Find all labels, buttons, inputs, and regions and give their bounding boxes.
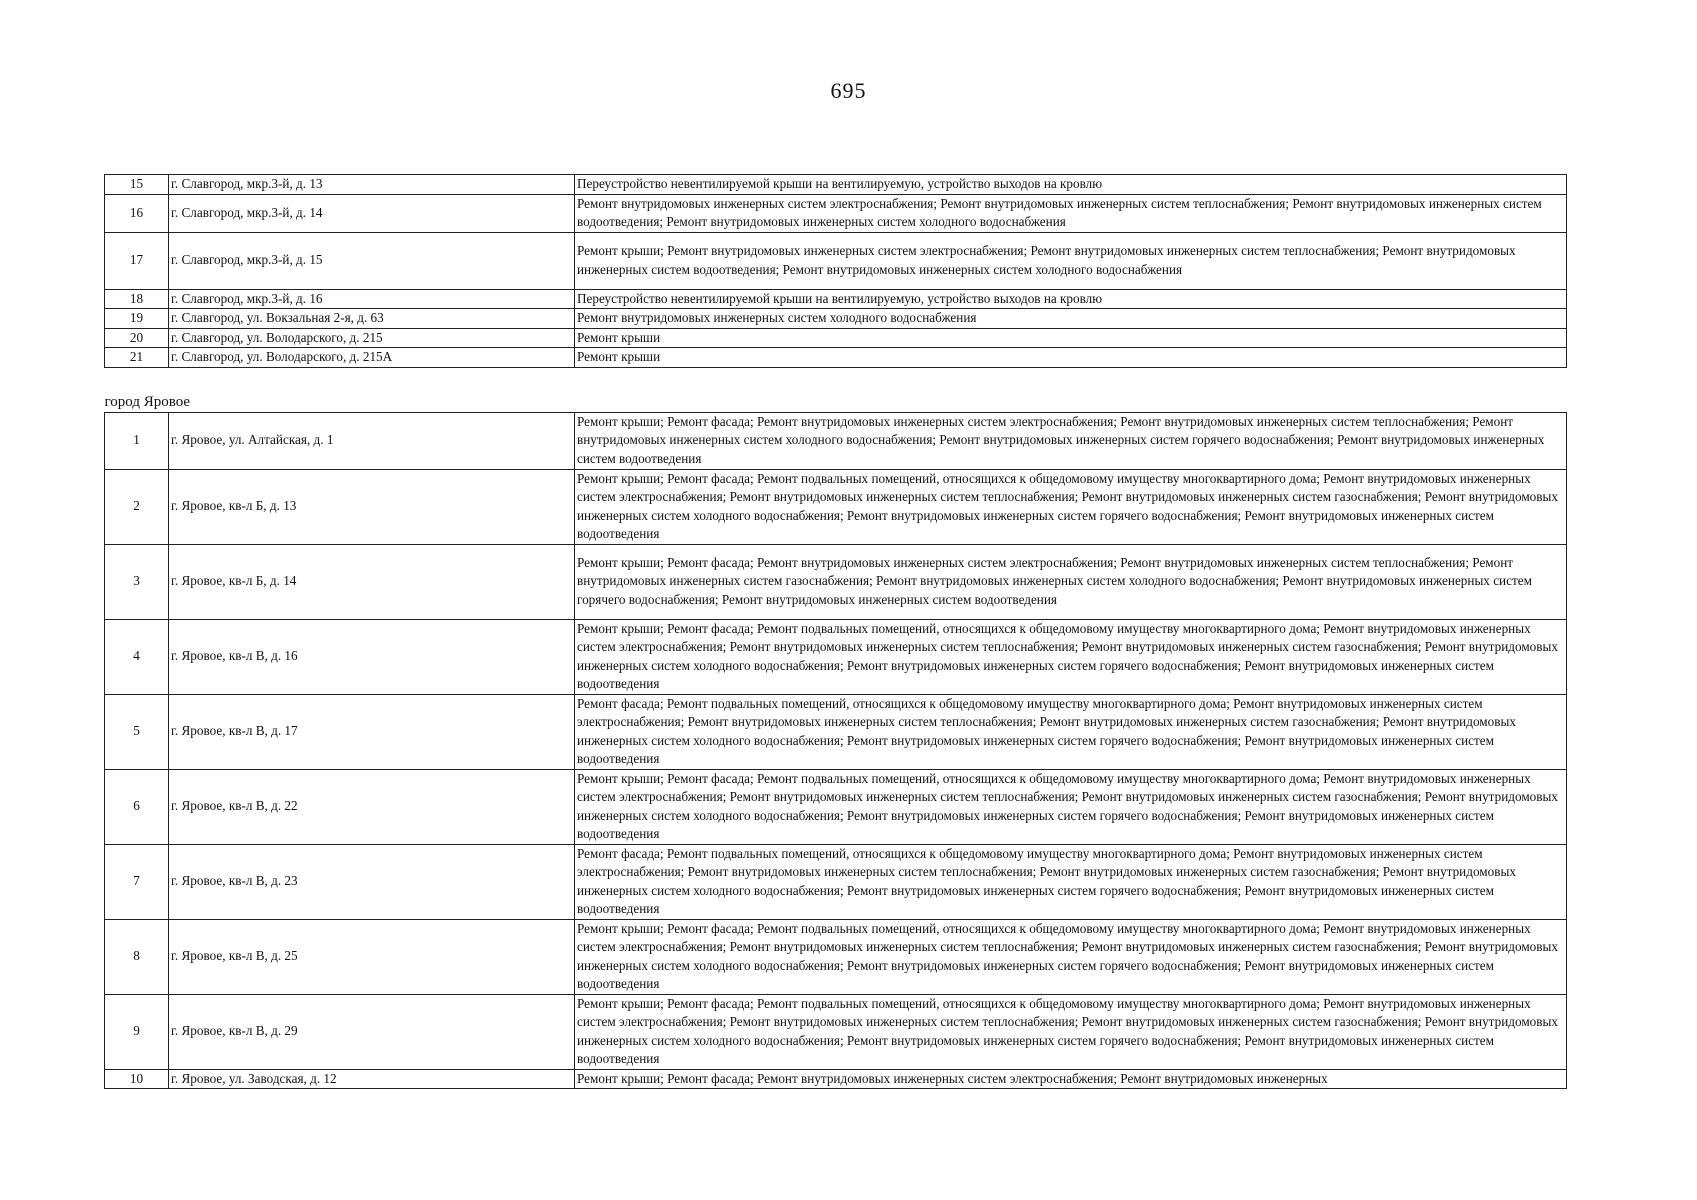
page-number: 695 xyxy=(830,78,867,103)
row-number: 17 xyxy=(105,232,169,289)
row-number: 16 xyxy=(105,194,169,232)
row-works: Ремонт фасада; Ремонт подвальных помещений, относящихся к общедомовому имуществу многоквартирного дома; Ремонт внутридомовых инженерных систем электроснабжения; Ремонт внутридомовых инженерных систем теплоснабжения; Ремонт внутридомовых инженерных систем газоснабжения; Ремонт внутридомовых инженерных систем холодного водоснабжения; Ремонт внутридомовых инженерных систем горячего водоснабжения; Ремонт внутридомовых инженерных систем водоотведения xyxy=(575,844,1567,919)
row-works: Ремонт крыши; Ремонт фасада; Ремонт подвальных помещений, относящихся к общедомовому имуществу многоквартирного дома; Ремонт внутридомовых инженерных систем электроснабжения; Ремонт внутридомовых инженерных систем теплоснабжения; Ремонт внутридомовых инженерных систем газоснабжения; Ремонт внутридомовых инженерных систем холодного водоснабжения; Ремонт внутридомовых инженерных систем горячего водоснабжения; Ремонт внутридомовых инженерных систем водоотведения xyxy=(575,994,1567,1069)
row-address: г. Яровое, ул. Заводская, д. 12 xyxy=(169,1069,575,1089)
row-works: Ремонт внутридомовых инженерных систем холодного водоснабжения xyxy=(575,309,1567,329)
table-row xyxy=(105,619,1567,694)
table-row xyxy=(105,175,1567,195)
row-address: г. Славгород, мкр.3-й, д. 13 xyxy=(169,175,575,195)
row-works: Ремонт крыши; Ремонт фасада; Ремонт внутридомовых инженерных систем электроснабжения; Ремонт внутридомовых инженерных систем теплоснабжения; Ремонт внутридомовых инженерных систем холодного водоснабжения; Ремонт внутридомовых инженерных систем горячего водоснабжения; Ремонт внутридомовых инженерных систем водоотведения xyxy=(575,412,1567,469)
table-row xyxy=(105,769,1567,844)
section-title: город Яровое xyxy=(105,367,1567,412)
row-works: Ремонт крыши; Ремонт фасада; Ремонт внутридомовых инженерных систем электроснабжения; Ремонт внутридомовых инженерных систем теплоснабжения; Ремонт внутридомовых инженерных систем газоснабжения; Ремонт внутридомовых инженерных систем холодного водоснабжения; Ремонт внутридомовых инженерных систем горячего водоснабжения; Ремонт внутридомовых инженерных систем водоотведения xyxy=(575,544,1567,619)
table-row xyxy=(105,232,1567,289)
row-address: г. Славгород, ул. Вокзальная 2-я, д. 63 xyxy=(169,309,575,329)
row-number: 20 xyxy=(105,328,169,348)
row-works: Ремонт внутридомовых инженерных систем электроснабжения; Ремонт внутридомовых инженерных систем теплоснабжения; Ремонт внутридомовых инженерных систем водоотведения; Ремонт внутридомовых инженерных систем холодного водоснабжения xyxy=(575,194,1567,232)
table-row xyxy=(105,328,1567,348)
row-works: Переустройство невентилируемой крыши на вентилируемую, устройство выходов на кровлю xyxy=(575,289,1567,309)
row-address: г. Славгород, мкр.3-й, д. 14 xyxy=(169,194,575,232)
row-address: г. Яровое, кв-л В, д. 17 xyxy=(169,694,575,769)
row-number: 15 xyxy=(105,175,169,195)
row-works: Ремонт крыши; Ремонт фасада; Ремонт подвальных помещений, относящихся к общедомовому имуществу многоквартирного дома; Ремонт внутридомовых инженерных систем электроснабжения; Ремонт внутридомовых инженерных систем теплоснабжения; Ремонт внутридомовых инженерных систем газоснабжения; Ремонт внутридомовых инженерных систем холодного водоснабжения; Ремонт внутридомовых инженерных систем горячего водоснабжения; Ремонт внутридомовых инженерных систем водоотведения xyxy=(575,469,1567,544)
row-number: 6 xyxy=(105,769,169,844)
row-works: Ремонт крыши xyxy=(575,328,1567,348)
row-number: 5 xyxy=(105,694,169,769)
row-works: Переустройство невентилируемой крыши на вентилируемую, устройство выходов на кровлю xyxy=(575,175,1567,195)
row-address: г. Славгород, мкр.3-й, д. 16 xyxy=(169,289,575,309)
table-row xyxy=(105,919,1567,994)
row-number: 21 xyxy=(105,348,169,368)
row-address: г. Яровое, кв-л В, д. 25 xyxy=(169,919,575,994)
row-number: 10 xyxy=(105,1069,169,1089)
row-address: г. Славгород, ул. Володарского, д. 215 xyxy=(169,328,575,348)
table-row xyxy=(105,309,1567,329)
row-address: г. Яровое, кв-л Б, д. 14 xyxy=(169,544,575,619)
row-number: 9 xyxy=(105,994,169,1069)
row-number: 4 xyxy=(105,619,169,694)
row-address: г. Славгород, мкр.3-й, д. 15 xyxy=(169,232,575,289)
table-row xyxy=(105,1069,1567,1089)
table-row xyxy=(105,412,1567,469)
row-works: Ремонт крыши; Ремонт фасада; Ремонт подвальных помещений, относящихся к общедомовому имуществу многоквартирного дома; Ремонт внутридомовых инженерных систем электроснабжения; Ремонт внутридомовых инженерных систем теплоснабжения; Ремонт внутридомовых инженерных систем газоснабжения; Ремонт внутридомовых инженерных систем холодного водоснабжения; Ремонт внутридомовых инженерных систем горячего водоснабжения; Ремонт внутридомовых инженерных систем водоотведения xyxy=(575,619,1567,694)
row-address: г. Яровое, кв-л В, д. 16 xyxy=(169,619,575,694)
table-row xyxy=(105,469,1567,544)
table-row xyxy=(105,844,1567,919)
row-number: 2 xyxy=(105,469,169,544)
row-address: г. Яровое, кв-л В, д. 23 xyxy=(169,844,575,919)
section-header-row xyxy=(105,367,1567,412)
table-row xyxy=(105,348,1567,368)
row-address: г. Яровое, кв-л В, д. 22 xyxy=(169,769,575,844)
works-table xyxy=(104,174,1567,1089)
table-row xyxy=(105,544,1567,619)
row-number: 18 xyxy=(105,289,169,309)
row-address: г. Яровое, кв-л Б, д. 13 xyxy=(169,469,575,544)
row-number: 19 xyxy=(105,309,169,329)
row-number: 8 xyxy=(105,919,169,994)
table-row xyxy=(105,994,1567,1069)
row-works: Ремонт крыши; Ремонт внутридомовых инженерных систем электроснабжения; Ремонт внутридомовых инженерных систем теплоснабжения; Ремонт внутридомовых инженерных систем водоотведения; Ремонт внутридомовых инженерных систем холодного водоснабжения xyxy=(575,232,1567,289)
row-works: Ремонт фасада; Ремонт подвальных помещений, относящихся к общедомовому имуществу многоквартирного дома; Ремонт внутридомовых инженерных систем электроснабжения; Ремонт внутридомовых инженерных систем теплоснабжения; Ремонт внутридомовых инженерных систем газоснабжения; Ремонт внутридомовых инженерных систем холодного водоснабжения; Ремонт внутридомовых инженерных систем горячего водоснабжения; Ремонт внутридомовых инженерных систем водоотведения xyxy=(575,694,1567,769)
table-row xyxy=(105,694,1567,769)
table-row xyxy=(105,194,1567,232)
row-number: 1 xyxy=(105,412,169,469)
row-number: 3 xyxy=(105,544,169,619)
row-address: г. Яровое, ул. Алтайская, д. 1 xyxy=(169,412,575,469)
table-row xyxy=(105,289,1567,309)
row-address: г. Яровое, кв-л В, д. 29 xyxy=(169,994,575,1069)
row-number: 7 xyxy=(105,844,169,919)
row-address: г. Славгород, ул. Володарского, д. 215А xyxy=(169,348,575,368)
row-works: Ремонт крыши; Ремонт фасада; Ремонт подвальных помещений, относящихся к общедомовому имуществу многоквартирного дома; Ремонт внутридомовых инженерных систем электроснабжения; Ремонт внутридомовых инженерных систем теплоснабжения; Ремонт внутридомовых инженерных систем газоснабжения; Ремонт внутридомовых инженерных систем холодного водоснабжения; Ремонт внутридомовых инженерных систем горячего водоснабжения; Ремонт внутридомовых инженерных систем водоотведения xyxy=(575,769,1567,844)
row-works: Ремонт крыши; Ремонт фасада; Ремонт внутридомовых инженерных систем электроснабжения; Ремонт внутридомовых инженерных xyxy=(575,1069,1567,1089)
row-works: Ремонт крыши; Ремонт фасада; Ремонт подвальных помещений, относящихся к общедомовому имуществу многоквартирного дома; Ремонт внутридомовых инженерных систем электроснабжения; Ремонт внутридомовых инженерных систем теплоснабжения; Ремонт внутридомовых инженерных систем газоснабжения; Ремонт внутридомовых инженерных систем холодного водоснабжения; Ремонт внутридомовых инженерных систем горячего водоснабжения; Ремонт внутридомовых инженерных систем водоотведения xyxy=(575,919,1567,994)
row-works: Ремонт крыши xyxy=(575,348,1567,368)
